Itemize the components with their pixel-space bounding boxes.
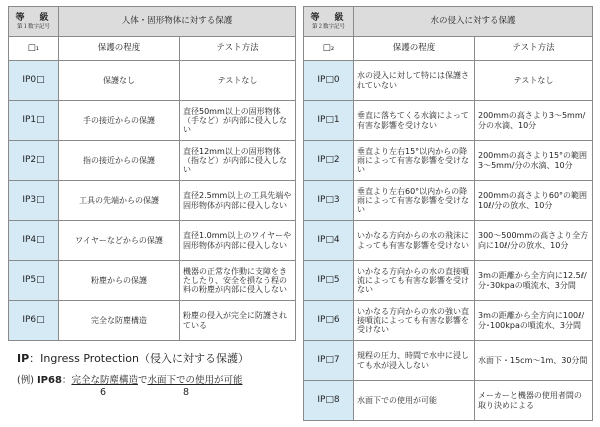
degree-cell: いかなる方向からの水の直接噴流によっても有害な影響を受けない — [354, 261, 475, 301]
table-row — [304, 261, 593, 301]
example-digit-2: 8 — [183, 387, 190, 398]
water-protection-table — [303, 6, 593, 421]
table-row — [9, 181, 296, 221]
test-cell: 水面下・15cm～1m、30分間 — [475, 341, 593, 381]
table-row — [9, 101, 296, 141]
example-digit-1: 6 — [100, 387, 107, 398]
right-col-code: □₂ — [304, 37, 354, 61]
ip-code-cell: IP□1 — [304, 101, 354, 141]
degree-cell: 垂直より左右15°以内からの降雨によって有害な影響を受けない — [354, 141, 475, 181]
example-line — [17, 372, 242, 386]
table-row — [9, 261, 296, 301]
degree-cell: ワイヤーなどからの保護 — [59, 221, 180, 261]
test-cell: 200mmの高さより3～5mm/分の水滴、10分 — [475, 101, 593, 141]
table-row — [304, 221, 593, 261]
test-cell: 300～500mmの高さより全方向に10ℓ/分の放水、10分 — [475, 221, 593, 261]
table-row — [304, 341, 593, 381]
example-code: IP68 — [36, 375, 62, 386]
left-code-subtitle: 第１数字記号 — [16, 24, 50, 31]
test-cell: 粉塵の侵入が完全に防護されている — [180, 301, 296, 341]
test-cell: テストなし — [180, 61, 296, 101]
degree-cell: 粉塵からの保護 — [59, 261, 180, 301]
test-cell: テストなし — [475, 61, 593, 101]
right-col-test: テスト方法 — [475, 37, 593, 61]
ip-code-cell: IP□8 — [304, 381, 354, 421]
degree-cell: 手の接近からの保護 — [59, 101, 180, 141]
ip-code-cell: IP0□ — [9, 61, 59, 101]
test-cell: 直径1.0mm以上のワイヤーや固形物体が内部に侵入しない — [180, 221, 296, 261]
table-row — [304, 181, 593, 221]
left-code-header — [9, 7, 59, 37]
right-subheader-row — [304, 37, 593, 61]
example-prefix: (例) — [17, 375, 34, 386]
test-cell: 直径12mm以上の固形物体（指など）が内部に侵入しない — [180, 141, 296, 181]
right-col-degree: 保護の程度 — [354, 37, 475, 61]
ip-code-cell: IP□2 — [304, 141, 354, 181]
ip-code-cell: IP6□ — [9, 301, 59, 341]
test-cell: 200mmの高さより15°の範囲3～5mm/分の水滴、10分 — [475, 141, 593, 181]
right-code-subtitle: 第２数字記号 — [311, 24, 345, 31]
test-cell: 3mの距離から全方向に12.5ℓ/分･30kpaの噴流水、3分間 — [475, 261, 593, 301]
left-subheader-row — [9, 37, 296, 61]
left-col-code: □₁ — [9, 37, 59, 61]
table-row — [304, 101, 593, 141]
table-row — [304, 381, 593, 421]
table-row — [304, 301, 593, 341]
ip-code-cell: IP□7 — [304, 341, 354, 381]
ip-definition-text: ：Ingress Protection（侵入に対する保護） — [29, 352, 250, 365]
test-cell: 直径2.5mm以上の工具先端や固形物体が内部に侵入しない — [180, 181, 296, 221]
test-cell: 直径50mm以上の固形物体（手など）が内部に侵入しない — [180, 101, 296, 141]
degree-cell: 水の浸入に対して特には保護されていない — [354, 61, 475, 101]
right-code-title: 等 級 — [310, 12, 347, 23]
degree-cell: 保護なし — [59, 61, 180, 101]
degree-cell: 指の接近からの保護 — [59, 141, 180, 181]
degree-cell: いかなる方向からの水の飛沫によっても有害な影響を受けない — [354, 221, 475, 261]
right-table-title: 水の侵入に対する保護 — [354, 7, 593, 37]
ip-code-cell: IP2□ — [9, 141, 59, 181]
degree-cell: 完全な防塵構造 — [59, 301, 180, 341]
table-row — [9, 221, 296, 261]
left-code-title: 等 級 — [15, 12, 52, 23]
degree-cell: いかなる方向からの水の強い直接噴流によっても有害な影響を受けない — [354, 301, 475, 341]
ip-code-cell: IP□0 — [304, 61, 354, 101]
table-row — [304, 141, 593, 181]
example-part2: 水面下での使用が可能 — [147, 375, 243, 386]
example-joiner: で — [137, 375, 148, 386]
left-table-title: 人体・固形物体に対する保護 — [59, 7, 296, 37]
ip-code-cell: IP□4 — [304, 221, 354, 261]
degree-cell: 水面下での使用が可能 — [354, 381, 475, 421]
test-cell: メーカーと機器の使用者間の取り決めによる — [475, 381, 593, 421]
table-row — [9, 141, 296, 181]
right-code-header — [304, 7, 354, 37]
ip-code-cell: IP1□ — [9, 101, 59, 141]
test-cell: 機器の正常な作動に支障をきたしたり、安全を損なう程の料の粉塵が内部に侵入しない — [180, 261, 296, 301]
left-col-test: テスト方法 — [180, 37, 296, 61]
test-cell: 200mmの高さより60°の範囲10ℓ/分の放水、10分 — [475, 181, 593, 221]
ip-label: IP — [17, 352, 30, 365]
ip-code-cell: IP□6 — [304, 301, 354, 341]
table-row — [9, 301, 296, 341]
example-part1: 完全な防塵構造 — [71, 375, 138, 386]
right-header-row — [304, 7, 593, 37]
ip-code-cell: IP□3 — [304, 181, 354, 221]
ip-code-cell: IP5□ — [9, 261, 59, 301]
left-header-row — [9, 7, 296, 37]
left-col-degree: 保護の程度 — [59, 37, 180, 61]
degree-cell: 規程の圧力、時間で水中に浸しても水が浸入しない — [354, 341, 475, 381]
ip-code-cell: IP3□ — [9, 181, 59, 221]
ip-code-cell: IP4□ — [9, 221, 59, 261]
ip-code-cell: IP□5 — [304, 261, 354, 301]
ip-definition-line — [17, 352, 249, 365]
test-cell: 3mの距離から全方向に100ℓ/分･100kpaの噴流水、3分間 — [475, 301, 593, 341]
example-colon: ： — [61, 375, 72, 386]
solid-protection-table — [8, 6, 296, 341]
table-row — [304, 61, 593, 101]
degree-cell: 垂直より左右60°以内からの降雨によって有害な影響を受けない — [354, 181, 475, 221]
degree-cell: 垂直に落ちてくる水滴によって有害な影響を受けない — [354, 101, 475, 141]
degree-cell: 工具の先端からの保護 — [59, 181, 180, 221]
ip-definition-note — [17, 347, 249, 366]
table-row — [9, 61, 296, 101]
